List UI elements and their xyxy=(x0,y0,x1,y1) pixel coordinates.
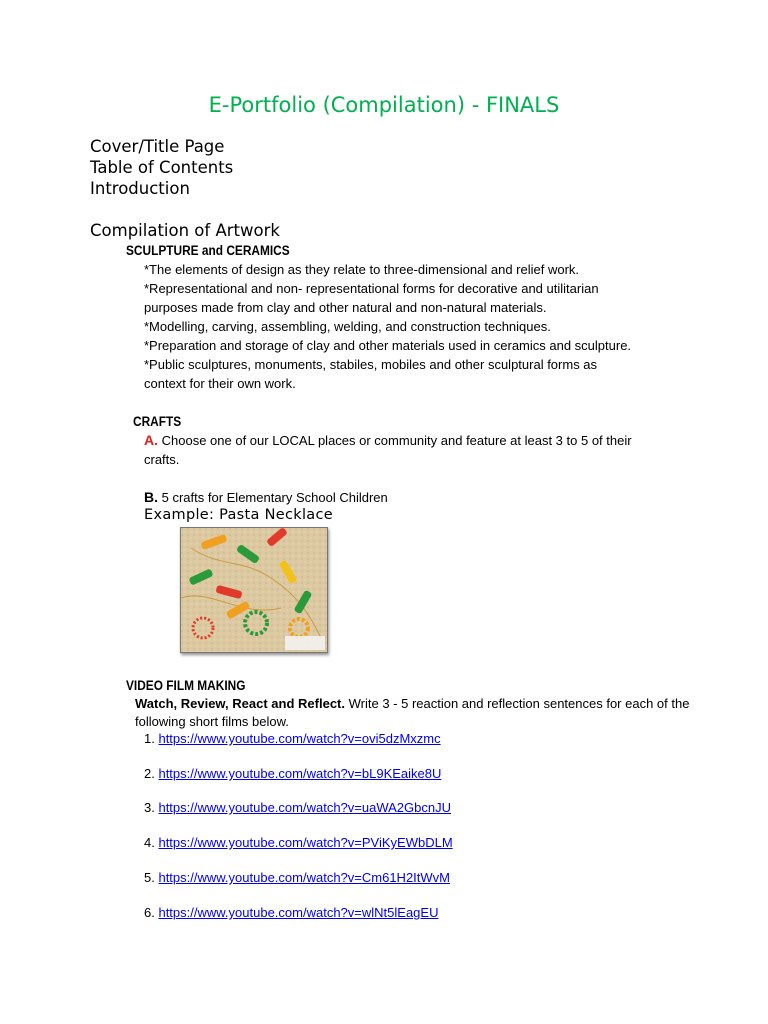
list-number: 1. xyxy=(144,731,155,746)
item-a-marker: A. xyxy=(144,432,158,448)
video-intro xyxy=(135,696,689,711)
crafts-heading: CRAFTS xyxy=(133,414,182,429)
video-intro-bold: Watch, Review, React and Reflect. xyxy=(135,696,345,711)
video-list-item xyxy=(144,731,441,746)
crafts-item-a-cont: crafts. xyxy=(144,452,180,467)
video-link-6[interactable]: https://www.youtube.com/watch?v=wlNt5lEagEU xyxy=(158,905,439,920)
list-number: 6. xyxy=(144,905,155,920)
list-number: 3. xyxy=(144,800,155,815)
sculpture-line: purposes made from clay and other natural and non-natural materials. xyxy=(144,300,547,315)
sculpture-line: *Representational and non- representational forms for decorative and utilitarian xyxy=(144,281,599,296)
pasta-necklace-illustration xyxy=(181,528,327,652)
sculpture-line: *Modelling, carving, assembling, welding, and construction techniques. xyxy=(144,319,551,334)
crafts-item-a xyxy=(144,432,632,448)
item-b-marker: B. xyxy=(144,489,158,505)
pasta-necklace-image xyxy=(180,527,328,653)
sculpture-heading: SCULPTURE and CERAMICS xyxy=(126,243,290,258)
video-link-1[interactable]: https://www.youtube.com/watch?v=ovi5dzMxzmc xyxy=(158,731,441,746)
video-link-2[interactable]: https://www.youtube.com/watch?v=bL9KEaike8U xyxy=(158,766,442,781)
video-intro-cont: following short films below. xyxy=(135,714,289,729)
video-list-item xyxy=(144,870,450,885)
compilation-heading: Compilation of Artwork xyxy=(90,221,280,240)
sculpture-line: *The elements of design as they relate to three-dimensional and relief work. xyxy=(144,262,580,277)
toc-item-cover: Cover/Title Page xyxy=(90,137,225,156)
list-number: 5. xyxy=(144,870,155,885)
example-label: Example: Pasta Necklace xyxy=(144,507,333,523)
sculpture-line: context for their own work. xyxy=(144,376,296,391)
video-list-item xyxy=(144,905,438,920)
sculpture-line: *Preparation and storage of clay and other materials used in ceramics and sculpture. xyxy=(144,338,632,353)
video-link-3[interactable]: https://www.youtube.com/watch?v=uaWA2GbcnJU xyxy=(158,800,451,815)
item-b-text: 5 crafts for Elementary School Children xyxy=(158,490,388,505)
toc-item-introduction: Introduction xyxy=(90,179,190,198)
page-title: E-Portfolio (Compilation) - FINALS xyxy=(208,93,560,117)
list-number: 4. xyxy=(144,835,155,850)
video-list-item xyxy=(144,766,441,781)
video-link-5[interactable]: https://www.youtube.com/watch?v=Cm61H2ItWvM xyxy=(158,870,450,885)
video-link-4[interactable]: https://www.youtube.com/watch?v=PViKyEWbDLM xyxy=(158,835,453,850)
list-number: 2. xyxy=(144,766,155,781)
video-list-item xyxy=(144,800,451,815)
crafts-item-b xyxy=(144,489,388,505)
video-heading: VIDEO FILM MAKING xyxy=(126,678,246,693)
video-intro-text: Write 3 - 5 reaction and reflection sentences for each of the xyxy=(345,696,690,711)
toc-item-contents: Table of Contents xyxy=(90,158,234,177)
item-a-text: Choose one of our LOCAL places or community and feature at least 3 to 5 of their xyxy=(158,433,632,448)
video-list-item xyxy=(144,835,453,850)
sculpture-line: *Public sculptures, monuments, stabiles, mobiles and other sculptural forms as xyxy=(144,357,598,372)
